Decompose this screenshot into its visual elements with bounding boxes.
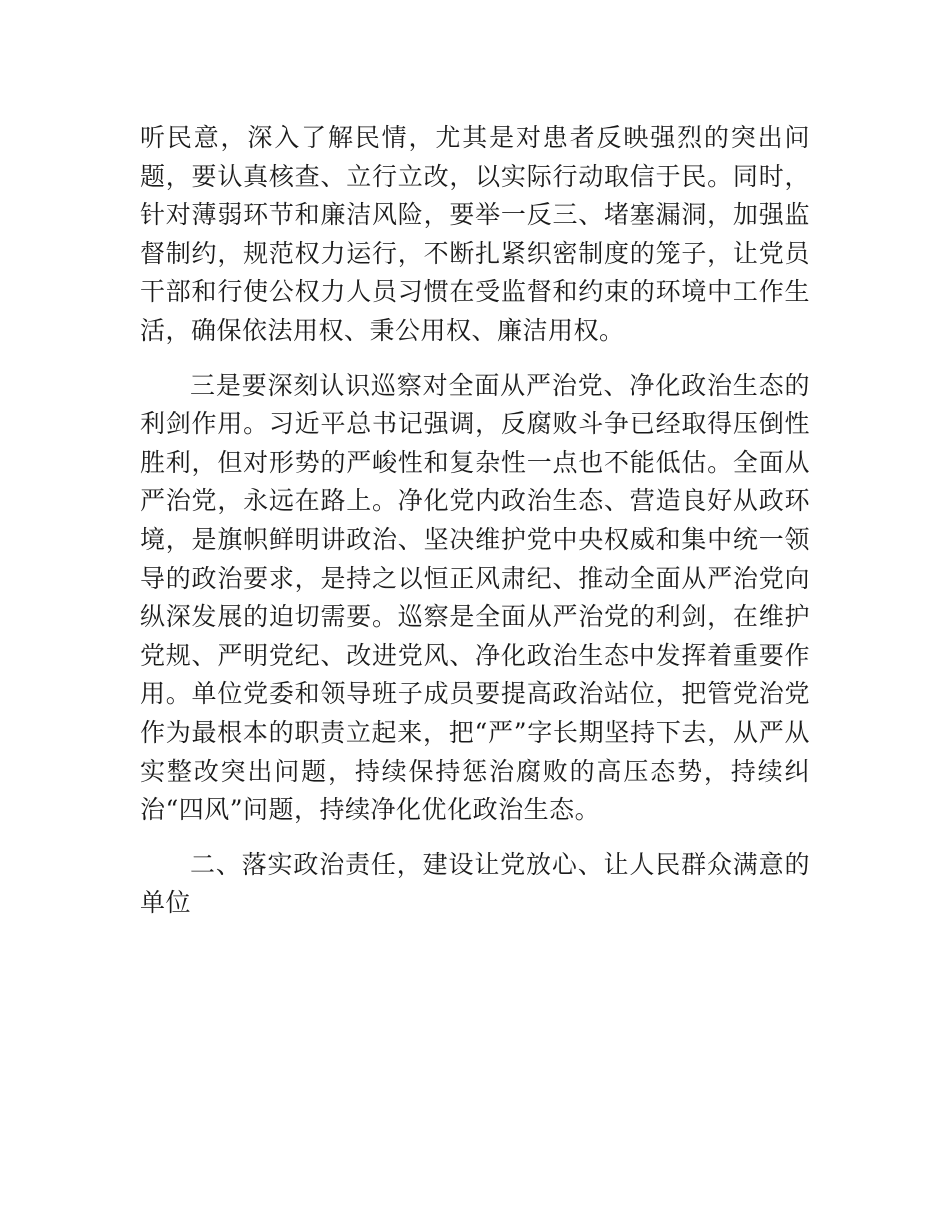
document-body	[140, 119, 810, 939]
paragraph-point-three: 三是要深刻认识巡察对全面从严治党、净化政治生态的利剑作用。习近平总书记强调，反腐败斗争已经取得压倒性胜利，但对形势的严峻性和复杂性一点也不能低估。全面从严治党，永远在路上。净化党内政治生态、营造良好从政环境，是旗帜鲜明讲政治、坚决维护党中央权威和集中统一领导的政治要求，是持之以恒正风肃纪、推动全面从严治党向纵深发展的迫切需要。巡察是全面从严治党的利剑，在维护党规、严明党纪、改进党风、净化政治生态中发挥着重要作用。单位党委和领导班子成员要提高政治站位，把管党治党作为最根本的职责立起来，把“严”字长期坚持下去，从严从实整改突出问题，持续保持惩治腐败的高压态势，持续纠治“四风”问题，持续净化优化政治生态。	[140, 370, 810, 825]
paragraph-continuation: 听民意，深入了解民情，尤其是对患者反映强烈的突出问题，要认真核查、立行立改，以实际行动取信于民。同时，针对薄弱环节和廉洁风险，要举一反三、堵塞漏洞，加强监督制约，规范权力运行，不断扎紧织密制度的笼子，让党员干部和行使公权力人员习惯在受监督和约束的环境中工作生活，确保依法用权、秉公用权、廉洁用权。	[140, 123, 810, 345]
section-heading-two: 二、落实政治责任，建设让党放心、让人民群众满意的单位	[140, 849, 810, 918]
